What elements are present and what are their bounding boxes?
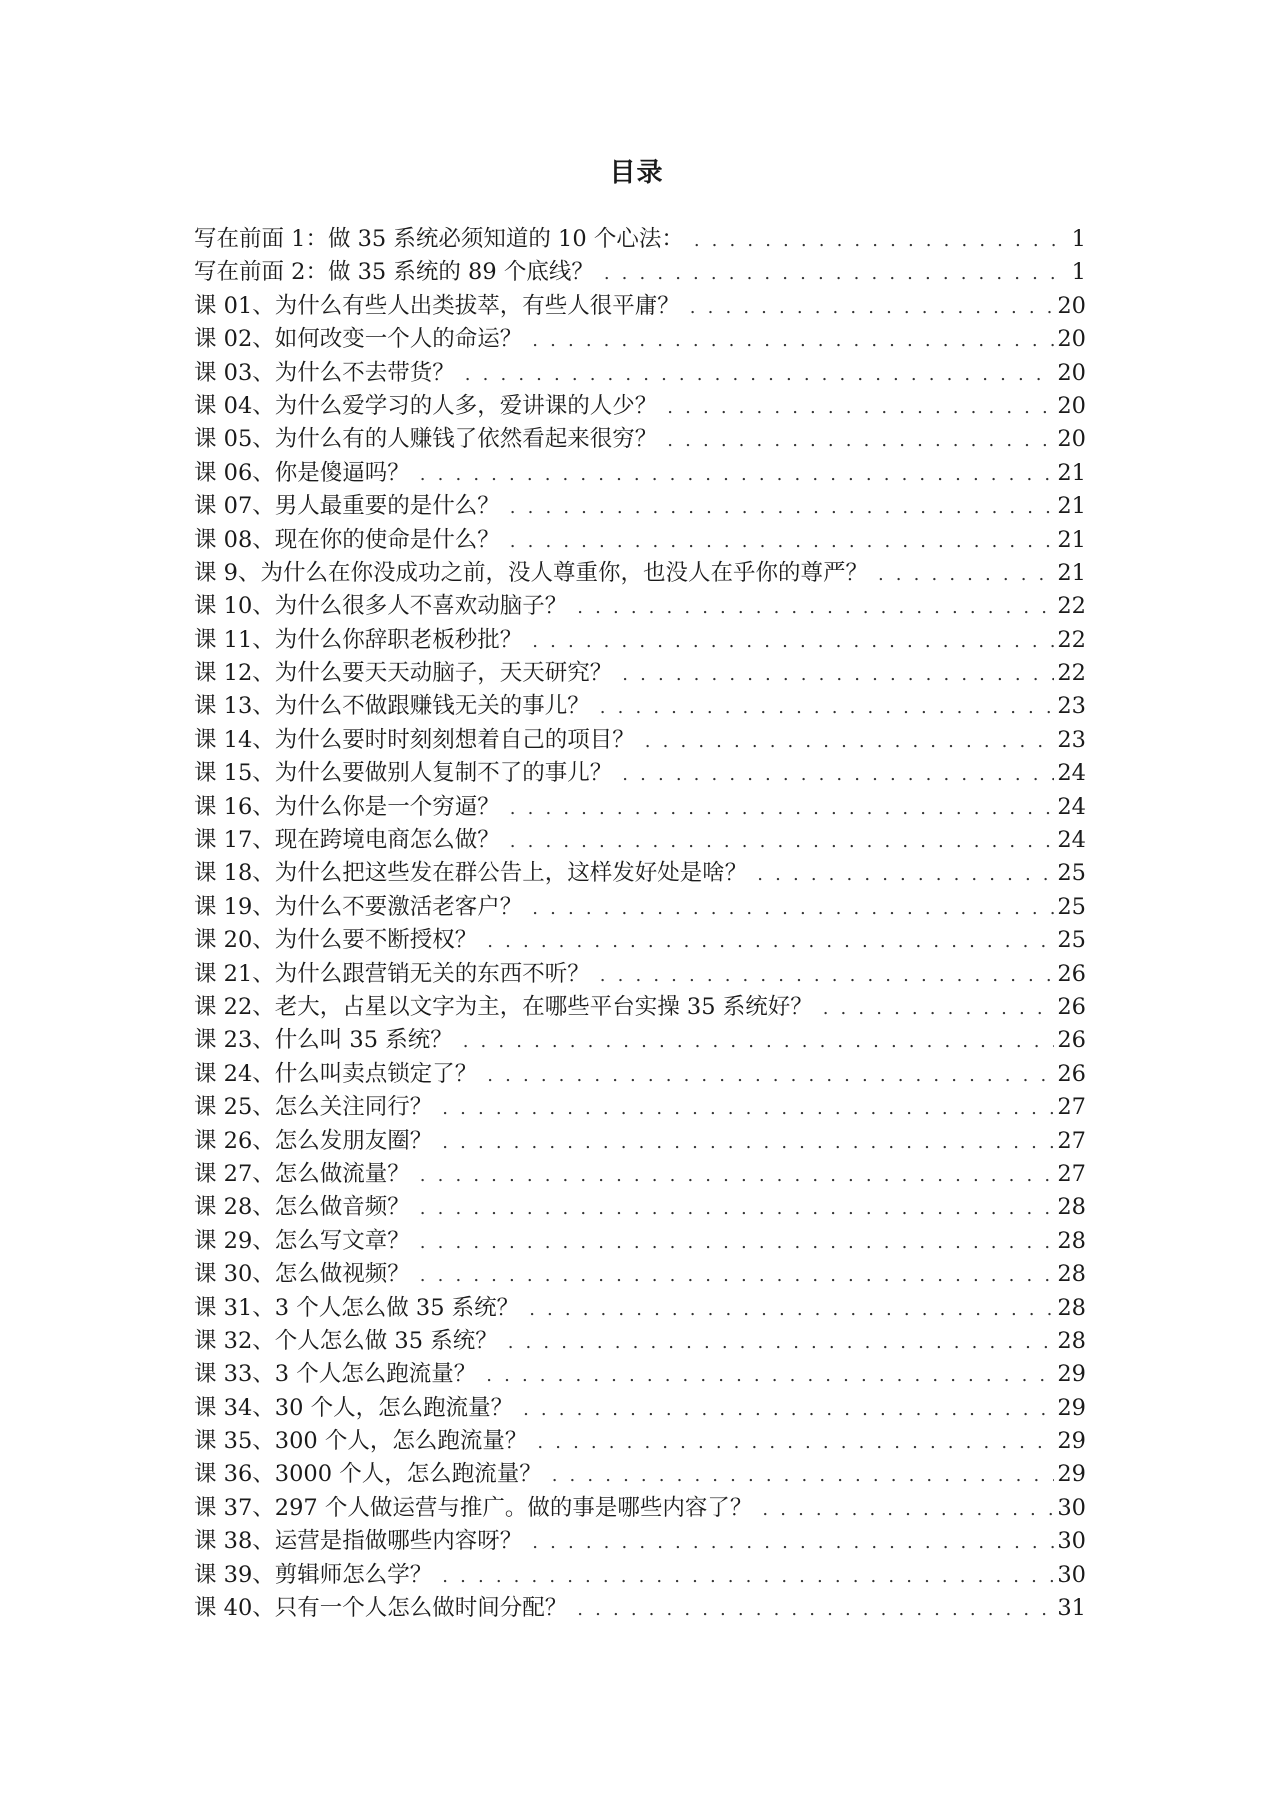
toc-dot-leader (878, 558, 1054, 591)
toc-entry-text: 课 27、怎么做流量？ (194, 1160, 410, 1187)
toc-dot-leader (510, 825, 1055, 858)
toc-entry-text: 课 10、为什么很多人不喜欢动脑子？ (194, 593, 568, 620)
toc-dot-leader (757, 858, 1054, 891)
toc-dot-leader (420, 1259, 1055, 1292)
toc-page-number: 28 (1057, 1327, 1086, 1354)
toc-dot-leader (622, 658, 1054, 691)
toc-dot-leader (604, 257, 1069, 290)
toc-entry-text: 课 06、你是傻逼吗？ (194, 459, 410, 486)
toc-page-number: 27 (1057, 1127, 1086, 1154)
toc-page-number: 28 (1057, 1194, 1086, 1221)
toc-page-number: 27 (1057, 1160, 1086, 1187)
toc-entry-text: 课 19、为什么不要激活老客户？ (194, 893, 523, 920)
toc-entry-text: 课 36、3000 个人，怎么跑流量？ (194, 1461, 542, 1488)
toc-entry[interactable] (194, 958, 1086, 991)
toc-page-number: 26 (1057, 1060, 1086, 1087)
toc-dot-leader (442, 1126, 1054, 1159)
toc-dot-leader (529, 1293, 1054, 1326)
toc-page-number: 20 (1057, 426, 1086, 453)
toc-dot-leader (532, 625, 1054, 658)
toc-entry-text: 课 31、3 个人怎么做 35 系统？ (194, 1294, 520, 1321)
toc-entry[interactable] (194, 390, 1086, 423)
toc-dot-leader (420, 458, 1055, 491)
toc-entry-text: 课 15、为什么要做别人复制不了的事儿？ (194, 760, 613, 787)
toc-page-number: 22 (1057, 626, 1086, 653)
toc-page-number: 25 (1057, 860, 1086, 887)
toc-dot-leader (510, 792, 1055, 825)
toc-entry-text: 课 33、3 个人怎么跑流量？ (194, 1361, 477, 1388)
toc-entry-text: 课 12、为什么要天天动脑子，天天研究？ (194, 660, 613, 687)
toc-entry-text: 课 02、如何改变一个人的命运？ (194, 326, 523, 353)
toc-entry-text: 课 04、为什么爱学习的人多，爱讲课的人少？ (194, 392, 658, 419)
toc-entry[interactable] (194, 490, 1086, 523)
toc-entry[interactable] (194, 1191, 1086, 1224)
toc-entry-text: 课 03、为什么不去带货？ (194, 359, 455, 386)
toc-dot-leader (486, 1359, 1054, 1392)
toc-entry-text: 课 13、为什么不做跟赚钱无关的事儿？ (194, 693, 590, 720)
toc-entry[interactable] (194, 223, 1086, 256)
toc-entry-text: 课 38、运营是指做哪些内容呀？ (194, 1528, 523, 1555)
toc-entry[interactable] (194, 991, 1086, 1024)
toc-entry[interactable] (194, 1024, 1086, 1057)
toc-entry-text: 写在前面 1：做 35 系统必须知道的 10 个心法： (194, 226, 684, 252)
toc-entry[interactable] (194, 1592, 1086, 1625)
toc-entry[interactable] (194, 624, 1086, 657)
toc-entry[interactable] (194, 1525, 1086, 1558)
toc-page-number: 29 (1057, 1361, 1086, 1388)
toc-entry-text: 课 17、现在跨境电商怎么做？ (194, 827, 500, 854)
toc-dot-leader (823, 992, 1055, 1025)
toc-page-number: 26 (1057, 960, 1086, 987)
toc-entry[interactable] (194, 290, 1086, 323)
toc-entry-text: 课 9、为什么在你没成功之前，没人尊重你，也没人在乎你的尊严？ (194, 559, 868, 586)
toc-page-number: 21 (1057, 459, 1086, 486)
toc-entry-text: 课 30、怎么做视频？ (194, 1261, 410, 1288)
toc-dot-leader (667, 391, 1054, 424)
toc-dot-leader (537, 1426, 1054, 1459)
toc-page-number: 29 (1057, 1461, 1086, 1488)
toc-dot-leader (532, 1526, 1054, 1559)
toc-page-number: 28 (1057, 1261, 1086, 1288)
toc-entry[interactable] (194, 1258, 1086, 1291)
toc-page-number: 20 (1057, 392, 1086, 419)
toc-dot-leader (523, 1393, 1054, 1426)
toc-entry[interactable] (194, 557, 1086, 590)
toc-entry-text: 课 34、30 个人，怎么跑流量？ (194, 1394, 514, 1421)
toc-entry[interactable] (194, 1292, 1086, 1325)
toc-entry[interactable] (194, 256, 1086, 289)
toc-page-number: 1 (1071, 226, 1086, 252)
toc-entry-text: 课 07、男人最重要的是什么？ (194, 493, 500, 520)
toc-entry-text: 课 29、怎么写文章？ (194, 1227, 410, 1254)
toc-entry[interactable] (194, 924, 1086, 957)
toc-dot-leader (463, 1025, 1055, 1058)
toc-dot-leader (510, 525, 1055, 558)
toc-entry[interactable] (194, 724, 1086, 757)
toc-entry[interactable] (194, 1358, 1086, 1391)
toc-page-number: 31 (1057, 1595, 1086, 1622)
toc-entry-text: 课 40、只有一个人怎么做时间分配？ (194, 1595, 568, 1622)
toc-page-number: 22 (1057, 593, 1086, 620)
toc-page-number: 25 (1057, 927, 1086, 954)
toc-dot-leader (600, 959, 1055, 992)
toc-entry-text: 课 18、为什么把这些发在群公告上，这样发好处是啥？ (194, 860, 748, 887)
toc-entry-text: 课 11、为什么你辞职老板秒批？ (194, 626, 523, 653)
toc-dot-leader (465, 358, 1055, 391)
toc-entry-text: 课 22、老大，占星以文字为主，在哪些平台实操 35 系统好？ (194, 993, 813, 1020)
toc-page-number: 24 (1057, 793, 1086, 820)
toc-entry[interactable] (194, 423, 1086, 456)
toc-dot-leader (577, 591, 1054, 624)
toc-entry-text: 课 05、为什么有的人赚钱了依然看起来很穷？ (194, 426, 658, 453)
toc-entry-text: 课 37、297 个人做运营与推广。做的事是哪些内容了？ (194, 1494, 753, 1521)
toc-entry[interactable] (194, 657, 1086, 690)
toc-dot-leader (694, 224, 1069, 257)
toc-entry[interactable] (194, 524, 1086, 557)
toc-dot-leader (508, 1326, 1055, 1359)
toc-page-number: 25 (1057, 893, 1086, 920)
toc-page-number: 20 (1057, 359, 1086, 386)
toc-page-number: 28 (1057, 1227, 1086, 1254)
toc-entry[interactable] (194, 1492, 1086, 1525)
toc-entry[interactable] (194, 1158, 1086, 1191)
toc-list (194, 223, 1086, 1625)
toc-dot-leader (552, 1459, 1055, 1492)
toc-dot-leader (420, 1226, 1055, 1259)
toc-entry[interactable] (194, 1425, 1086, 1458)
toc-entry-text: 课 32、个人怎么做 35 系统？ (194, 1327, 498, 1354)
toc-page-number: 26 (1057, 993, 1086, 1020)
toc-entry-text: 课 21、为什么跟营销无关的东西不听？ (194, 960, 590, 987)
toc-page-number: 20 (1057, 326, 1086, 353)
toc-entry[interactable] (194, 1392, 1086, 1425)
toc-entry-text: 课 01、为什么有些人出类拔萃，有些人很平庸？ (194, 292, 680, 319)
toc-dot-leader (420, 1192, 1055, 1225)
toc-entry-text: 课 23、什么叫 35 系统？ (194, 1027, 453, 1054)
toc-dot-leader (645, 725, 1055, 758)
toc-page-number: 30 (1057, 1494, 1086, 1521)
toc-dot-leader (762, 1493, 1054, 1526)
toc-dot-leader (442, 1560, 1054, 1593)
toc-dot-leader (622, 758, 1054, 791)
toc-page-number: 26 (1057, 1027, 1086, 1054)
toc-dot-leader (487, 1059, 1054, 1092)
toc-page-number: 23 (1057, 726, 1086, 753)
toc-entry[interactable] (194, 590, 1086, 623)
toc-page-number: 24 (1057, 760, 1086, 787)
toc-entry[interactable] (194, 891, 1086, 924)
toc-entry-text: 课 25、怎么关注同行？ (194, 1094, 433, 1121)
toc-page-number: 29 (1057, 1428, 1086, 1455)
toc-page-number: 20 (1057, 292, 1086, 319)
toc-entry[interactable] (194, 323, 1086, 356)
toc-page-number: 21 (1057, 526, 1086, 553)
toc-entry-text: 课 24、什么叫卖点锁定了？ (194, 1060, 478, 1087)
toc-entry-text: 课 26、怎么发朋友圈？ (194, 1127, 433, 1154)
toc-page-number: 1 (1071, 259, 1086, 286)
toc-entry[interactable] (194, 1559, 1086, 1592)
toc-entry[interactable] (194, 757, 1086, 790)
toc-entry[interactable] (194, 857, 1086, 890)
toc-entry-text: 课 28、怎么做音频？ (194, 1194, 410, 1221)
toc-entry[interactable] (194, 824, 1086, 857)
toc-page-number: 21 (1057, 559, 1086, 586)
toc-dot-leader (600, 691, 1055, 724)
toc-entry-text: 课 08、现在你的使命是什么？ (194, 526, 500, 553)
toc-page-number: 21 (1057, 493, 1086, 520)
toc-entry[interactable] (194, 1091, 1086, 1124)
toc-dot-leader (577, 1593, 1054, 1626)
toc-entry-text: 课 39、剪辑师怎么学？ (194, 1561, 433, 1588)
toc-page-number: 29 (1057, 1394, 1086, 1421)
toc-dot-leader (532, 892, 1054, 925)
toc-title: 目录 (609, 158, 664, 188)
toc-dot-leader (487, 925, 1054, 958)
toc-entry-text: 写在前面 2：做 35 系统的 89 个底线？ (194, 259, 594, 286)
toc-page-number: 22 (1057, 660, 1086, 687)
toc-dot-leader (510, 491, 1055, 524)
toc-dot-leader (442, 1092, 1054, 1125)
toc-entry-text: 课 16、为什么你是一个穷逼？ (194, 793, 500, 820)
toc-entry-text: 课 20、为什么要不断授权？ (194, 927, 478, 954)
toc-dot-leader (532, 324, 1054, 357)
toc-dot-leader (420, 1159, 1055, 1192)
toc-page-number: 23 (1057, 693, 1086, 720)
toc-entry[interactable] (194, 1458, 1086, 1491)
toc-page-number: 28 (1057, 1294, 1086, 1321)
toc-page-number: 30 (1057, 1528, 1086, 1555)
toc-dot-leader (667, 424, 1054, 457)
toc-page-number: 24 (1057, 827, 1086, 854)
toc-entry-text: 课 35、300 个人，怎么跑流量？ (194, 1428, 528, 1455)
toc-entry[interactable] (194, 1325, 1086, 1358)
toc-page-number: 27 (1057, 1094, 1086, 1121)
toc-entry[interactable] (194, 690, 1086, 723)
toc-entry[interactable] (194, 791, 1086, 824)
toc-entry[interactable] (194, 1225, 1086, 1258)
toc-entry-text: 课 14、为什么要时时刻刻想着自己的项目？ (194, 726, 635, 753)
toc-entry[interactable] (194, 1058, 1086, 1091)
toc-page-number: 30 (1057, 1561, 1086, 1588)
toc-entry[interactable] (194, 457, 1086, 490)
toc-entry[interactable] (194, 357, 1086, 390)
toc-dot-leader (690, 291, 1055, 324)
toc-entry[interactable] (194, 1125, 1086, 1158)
